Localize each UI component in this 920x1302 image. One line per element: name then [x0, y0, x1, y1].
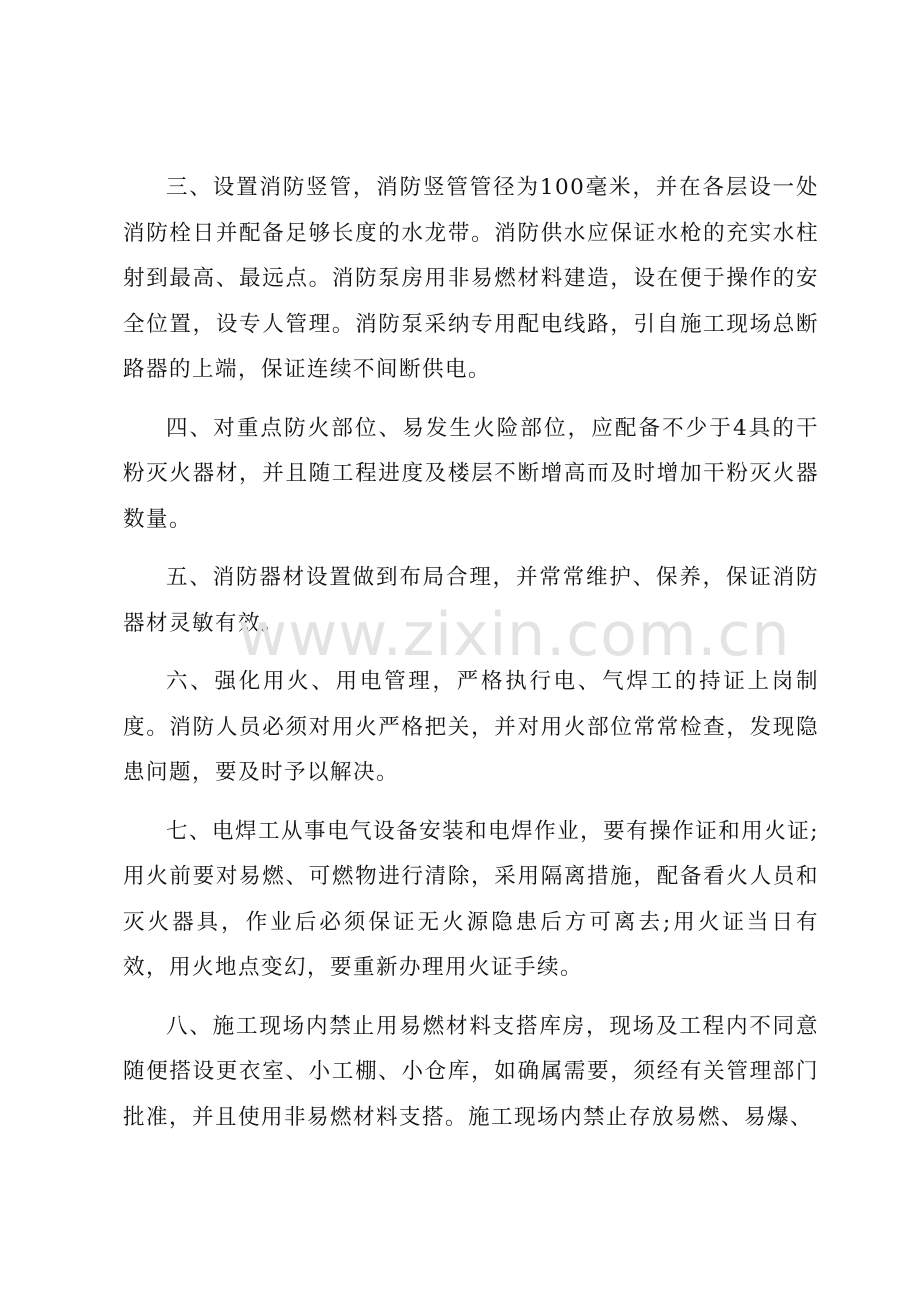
- paragraph-5: 五、消防器材设置做到布局合理，并常常维护、保养，保证消防器材灵敏有效。: [123, 565, 819, 636]
- paragraph-8: 八、施工现场内禁止用易燃材料支搭库房，现场及工程内不同意随便搭设更衣室、小工棚、小仓库，如确属需要，须经有关管理部门批准，并且使用非易燃材料支搭。施工现场内禁止存放易燃、易爆、: [123, 1013, 819, 1130]
- document-body: [123, 165, 819, 1153]
- paragraph-4: 四、对重点防火部位、易发生火险部位，应配备不少于4具的干粉灭火器材，并且随工程进度及楼层不断增高而及时增加干粉灭火器数量。: [123, 415, 819, 532]
- paragraph-3: 三、设置消防竖管，消防竖管管径为100毫米，并在各层设一处消防栓日并配备足够长度的水龙带。消防供水应保证水枪的充实水柱射到最高、最远点。消防泵房用非易燃材料建造，设在便于操作的安全位置，设专人管理。消防泵采纳专用配电线路，引自施工现场总断路器的上端，保证连续不间断供电。: [123, 175, 819, 382]
- watermark-text: www.zixin.com.cn: [238, 600, 791, 670]
- paragraph-6: 六、强化用火、用电管理，严格执行电、气焊工的持证上岗制度。消防人员必须对用火严格把关，并对用火部位常常检查，发现隐患问题，要及时予以解决。: [123, 669, 819, 785]
- paragraph-7: 七、电焊工从事电气设备安装和电焊作业，要有操作证和用火证;用火前要对易燃、可燃物进行清除，采用隔离措施，配备看火人员和灭火器具，作业后必须保证无火源隐患后方可离去;用火证当日有效，用火地点变幻，要重新办理用火证手续。: [123, 818, 819, 980]
